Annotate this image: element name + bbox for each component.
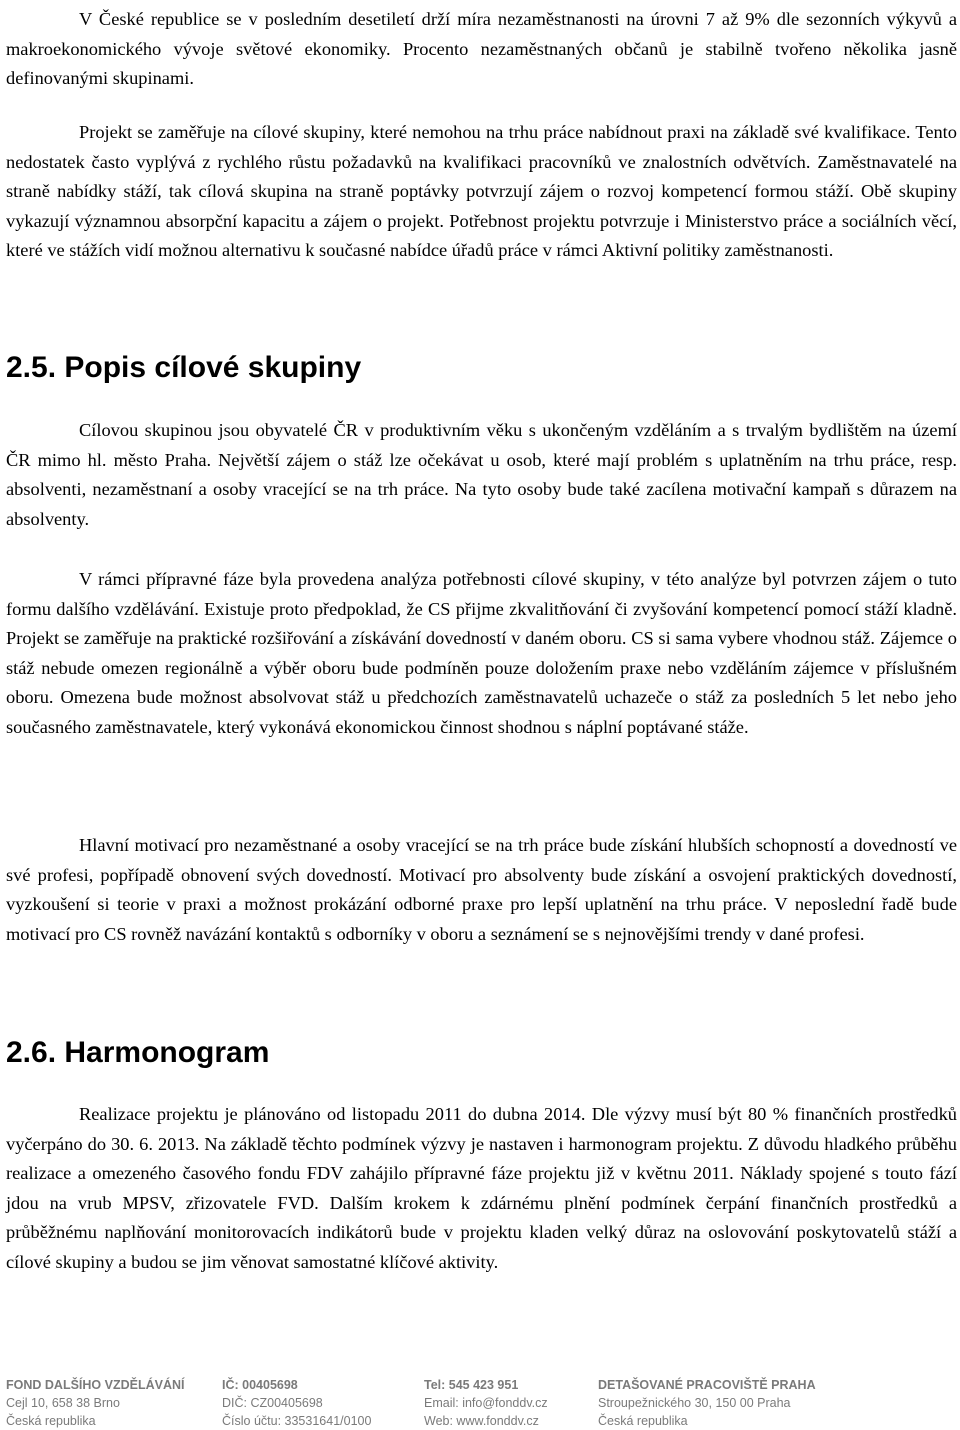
footer-org-name: FOND DALŠÍHO VZDĚLÁVÁNÍ bbox=[6, 1378, 185, 1392]
footer-branch bbox=[598, 1376, 816, 1430]
footer-email: Email: info@fonddv.cz bbox=[424, 1396, 548, 1410]
page-footer bbox=[6, 1376, 957, 1430]
paragraph-target-group: Cílovou skupinou jsou obyvatelé ČR v produktivním věku s ukončeným vzděláním a s trvalým bydlištěm na území ČR mimo hl. město Praha. Největší zájem o stáž lze očekávat u osob, které mají problém s uplatněním na trhu práce, resp. absolventi, nezaměstnaní a osoby vracející se na trh práce. Na tyto osoby bude také zacílena motivační kampaň s důrazem na absolventy. bbox=[6, 420, 957, 529]
footer-org-country: Česká republika bbox=[6, 1414, 96, 1428]
footer-org-address: Cejl 10, 658 38 Brno bbox=[6, 1396, 120, 1410]
footer-account: Číslo účtu: 33531641/0100 bbox=[222, 1414, 372, 1428]
footer-organization bbox=[6, 1376, 184, 1430]
footer-ids bbox=[222, 1376, 371, 1430]
paragraph-preparation-phase: V rámci přípravné fáze byla provedena analýza potřebnosti cílové skupiny, v této analýze byl potvrzen zájem o tuto formu dalšího vzdělávání. Existuje proto předpoklad, že CS přijme zkvalitňování či zvyšování kompetencí pomocí stáží kladně. Projekt se zaměřuje na praktické rozšiřování a získávání dovedností v daném oboru. CS si sama vybere vhodnou stáž. Zájemce o stáž nebude omezen regionálně a výběr oboru bude podmíněn pouze doložením praxe nebo vzděláním zájemce v příslušném oboru. Omezena bude možnost absolvovat stáž u předchozích zaměstnavatelů uchazeče o stáž za posledních 5 let nebo jeho současného zaměstnavatele, který vykonává ekonomickou činnost shodnou s náplní poptávané stáže. bbox=[6, 569, 957, 737]
footer-ico: IČ: 00405698 bbox=[222, 1378, 298, 1392]
footer-dic: DIČ: CZ00405698 bbox=[222, 1396, 323, 1410]
paragraph-unemployment: V České republice se v posledním desetiletí drží míra nezaměstnanosti na úrovni 7 až 9% dle sezonních výkyvů a makroekonomického vývoje světové ekonomiky. Procento nezaměstnaných občanů je stabilně tvořeno několika jasně definovanými skupinami. bbox=[6, 9, 957, 88]
footer-branch-name: DETAŠOVANÉ PRACOVIŠTĚ PRAHA bbox=[598, 1378, 816, 1392]
paragraph-schedule: Realizace projektu je plánováno od listopadu 2011 do dubna 2014. Dle výzvy musí být 80 % finančních prostředků vyčerpáno do 30. 6. 2013. Na základě těchto podmínek výzvy je nastaven i harmonogram projektu. Z důvodu hladkého průběhu realizace a omezeného časového fondu FDV zahájilo přípravné fáze projektu již v květnu 2011. Náklady spojené s touto fází jdou na vrub MPSV, zřizovatele FVD. Dalším krokem k zdárnému plnění podmínek čerpání finančních prostředků a průběžnému naplňování monitorovacích indikátorů bude v projektu kladen velký důraz na oslovování poskytovatelů stáží a cílové skupiny a budou se jim věnovat samostatné klíčové aktivity. bbox=[6, 1104, 957, 1272]
paragraph-motivation: Hlavní motivací pro nezaměstnané a osoby vracející se na trh práce bude získání hlubších schopností a dovedností ve své profesi, popřípadě obnovení svých dovedností. Motivací pro absolventy bude získání a osvojení praktických dovedností, vyzkoušení si teorie v praxi a možnost prokázání odborné praxe pro lepší uplatnění na trhu práce. V neposlední řadě bude motivací pro CS rovněž navázání kontaktů s odborníky v oboru a seznámení se s nejnovějšími trendy v dané profesi. bbox=[6, 835, 957, 944]
footer-web: Web: www.fonddv.cz bbox=[424, 1414, 539, 1428]
footer-phone: Tel: 545 423 951 bbox=[424, 1378, 519, 1392]
footer-branch-country: Česká republika bbox=[598, 1414, 688, 1428]
footer-branch-address: Stroupežnického 30, 150 00 Praha bbox=[598, 1396, 791, 1410]
heading-schedule: 2.6. Harmonogram bbox=[6, 1036, 270, 1069]
heading-target-group: 2.5. Popis cílové skupiny bbox=[6, 351, 362, 384]
footer-contact bbox=[424, 1376, 548, 1430]
paragraph-project-focus: Projekt se zaměřuje na cílové skupiny, které nemohou na trhu práce nabídnout praxi na základě své kvalifikace. Tento nedostatek často vyplývá z rychlého růstu požadavků na kvalifikaci pracovníků ve znalostních odvětvích. Zaměstnavatelé na straně nabídky stáží, tak cílová skupina na straně poptávky potvrzují zájem o rozvoj kompetencí formou stáží. Obě skupiny vykazují významnou absorpční kapacitu a zájem o projekt. Potřebnost projektu potvrzuje i Ministerstvo práce a sociálních věcí, které ve stážích vidí možnou alternativu k současné nabídce úřadů práce v rámci Aktivní politiky zaměstnanosti. bbox=[6, 122, 957, 260]
